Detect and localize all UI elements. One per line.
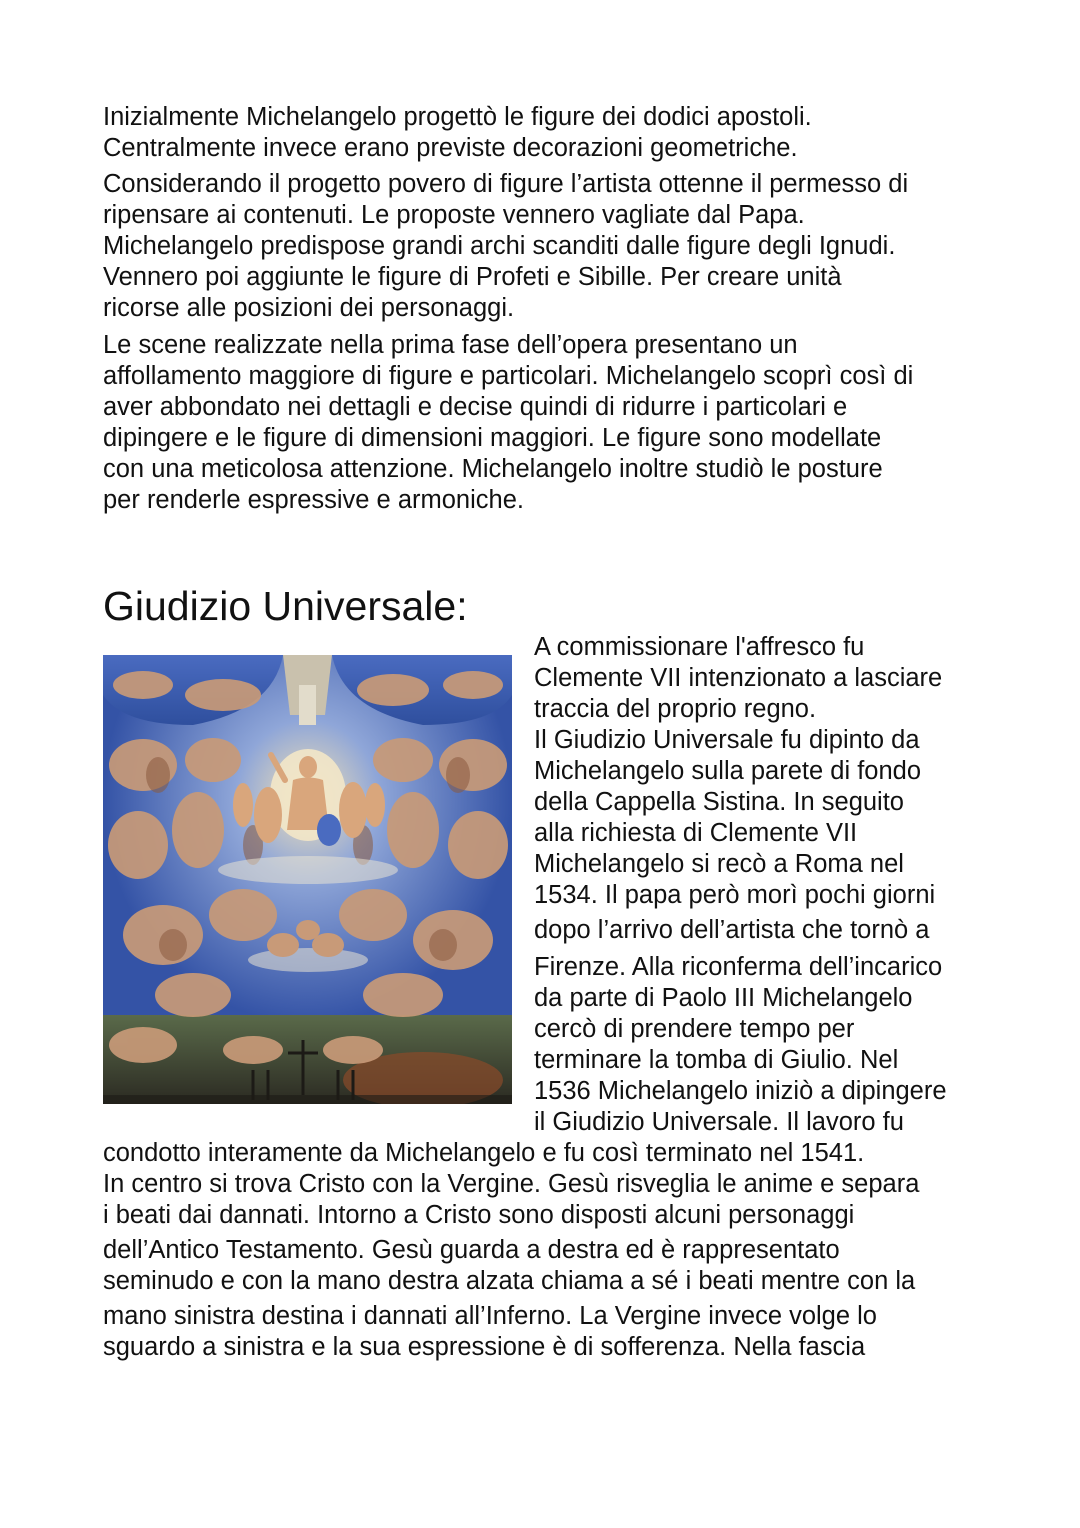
- text-line: terminare la tomba di Giulio. Nel: [534, 1046, 899, 1074]
- text-line: In centro si trova Cristo con la Vergine. Gesù risveglia le anime e separa: [103, 1170, 920, 1198]
- text-line: condotto interamente da Michelangelo e fu così terminato nel 1541.: [103, 1139, 865, 1167]
- text-line: Michelangelo predispose grandi archi scanditi dalle figure degli Ignudi.: [103, 232, 896, 260]
- text-line: cercò di prendere tempo per: [534, 1015, 855, 1043]
- text-line: i beati dai dannati. Intorno a Cristo sono disposti alcuni personaggi: [103, 1201, 855, 1229]
- text-line: della Cappella Sistina. In seguito: [534, 788, 904, 816]
- text-line: Inizialmente Michelangelo progettò le figure dei dodici apostoli.: [103, 103, 812, 131]
- text-line: Vennero poi aggiunte le figure di Profeti e Sibille. Per creare unità: [103, 263, 842, 291]
- text-line: per renderle espressive e armoniche.: [103, 486, 524, 514]
- section-body-text: [103, 1138, 1003, 1363]
- text-line: ricorse alle posizioni dei personaggi.: [103, 294, 515, 322]
- text-line: Centralmente invece erano previste decorazioni geometriche.: [103, 134, 798, 162]
- text-line: sguardo a sinistra e la sua espressione è di sofferenza. Nella fascia: [103, 1333, 866, 1361]
- text-line: A commissionare l'affresco fu: [534, 633, 865, 661]
- text-line: Clemente VII intenzionato a lasciare: [534, 664, 943, 692]
- text-line: alla richiesta di Clemente VII: [534, 819, 858, 847]
- last-judgment-painting: [103, 655, 512, 1104]
- text-line: ripensare ai contenuti. Le proposte vennero vagliate dal Papa.: [103, 201, 805, 229]
- intro-paragraph-3: [103, 330, 1003, 516]
- text-line: affollamento maggiore di figure e particolari. Michelangelo scoprì così di: [103, 362, 914, 390]
- text-line: da parte di Paolo III Michelangelo: [534, 984, 913, 1012]
- text-line: dopo l’arrivo dell’artista che tornò a: [534, 916, 930, 944]
- text-line: Il Giudizio Universale fu dipinto da: [534, 726, 920, 754]
- section-heading: Giudizio Universale:: [103, 583, 468, 629]
- text-line: Michelangelo si recò a Roma nel: [534, 850, 904, 878]
- text-line: Michelangelo sulla parete di fondo: [534, 757, 922, 785]
- intro-paragraph-2: [103, 169, 1003, 324]
- text-line: dell’Antico Testamento. Gesù guarda a destra ed è rappresentato: [103, 1236, 840, 1264]
- text-line: 1536 Michelangelo iniziò a dipingere: [534, 1077, 947, 1105]
- section-side-text: [534, 632, 994, 1138]
- text-line: dipingere e le figure di dimensioni maggiori. Le figure sono modellate: [103, 424, 882, 452]
- text-line: con una meticolosa attenzione. Michelangelo inoltre studiò le posture: [103, 455, 883, 483]
- text-line: traccia del proprio regno.: [534, 695, 817, 723]
- text-line: Le scene realizzate nella prima fase dell’opera presentano un: [103, 331, 798, 359]
- text-line: Considerando il progetto povero di figure l’artista ottenne il permesso di: [103, 170, 909, 198]
- text-line: seminudo e con la mano destra alzata chiama a sé i beati mentre con la: [103, 1267, 916, 1295]
- text-line: aver abbondato nei dettagli e decise quindi di ridurre i particolari e: [103, 393, 848, 421]
- text-line: Firenze. Alla riconferma dell’incarico: [534, 953, 943, 981]
- text-line: 1534. Il papa però morì pochi giorni: [534, 881, 936, 909]
- intro-paragraph-1: [103, 102, 1003, 164]
- text-line: il Giudizio Universale. Il lavoro fu: [534, 1108, 904, 1136]
- text-line: mano sinistra destina i dannati all’Inferno. La Vergine invece volge lo: [103, 1302, 877, 1330]
